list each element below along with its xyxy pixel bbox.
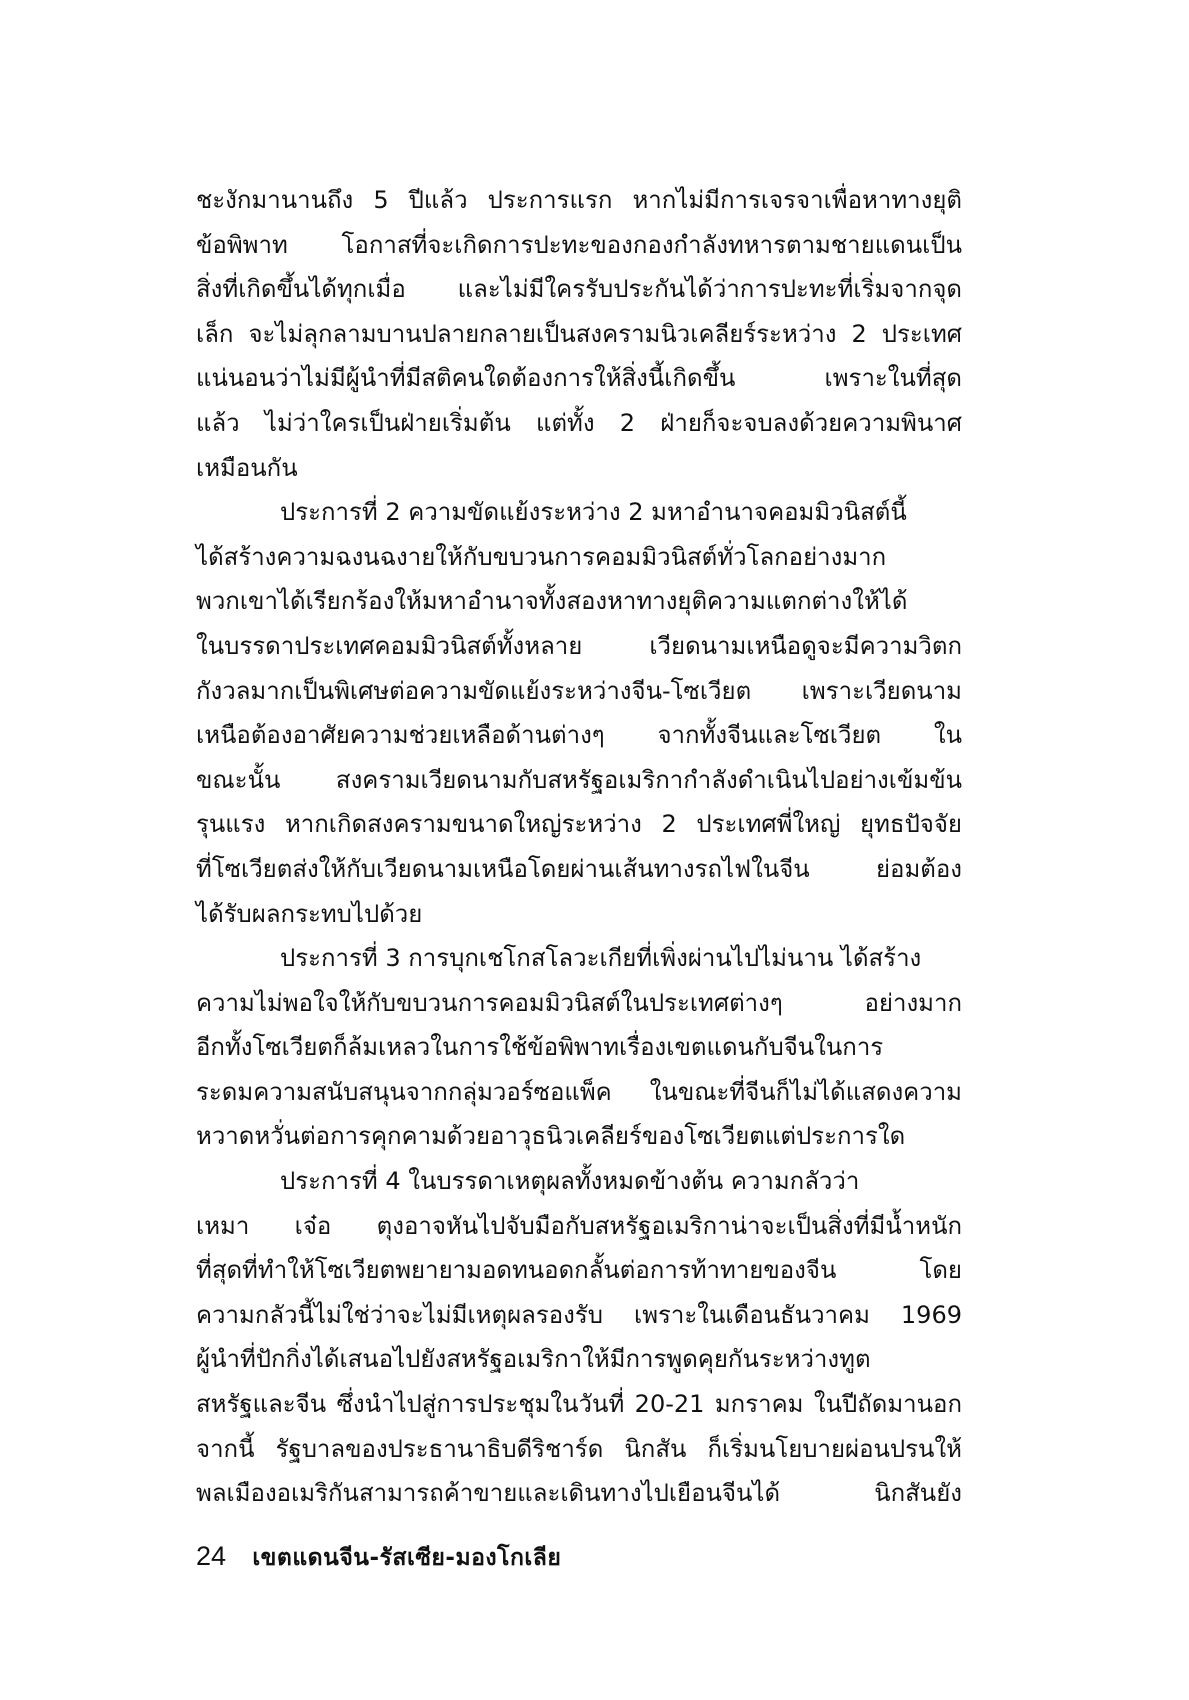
text-line: ประการที่ 4 ในบรรดาเหตุผลทั้งหมดข้างต้น ความกลัวว่า bbox=[280, 1167, 860, 1196]
text-line: แล้ว ไม่ว่าใครเป็นฝ่ายเริ่มต้น แต่ทั้ง 2 ฝ่ายก็จะจบลงด้วยความพินาศ bbox=[196, 408, 962, 437]
book-title: เขตแดนจีน-รัสเซีย-มองโกเลีย bbox=[252, 1545, 562, 1571]
text-line: ระดมความสนับสนุนจากกลุ่มวอร์ซอแพ็ค ในขณะที่จีนก็ไม่ได้แสดงความ bbox=[196, 1077, 962, 1106]
text-line: ได้สร้างความฉงนฉงายให้กับขบวนการคอมมิวนิสต์ทั่วโลกอย่างมาก bbox=[196, 542, 887, 571]
text-line: ขณะนั้น สงครามเวียดนามกับสหรัฐอเมริกากำลังดำเนินไปอย่างเข้มข้น bbox=[196, 765, 962, 794]
text-line: เหมือนกัน bbox=[196, 453, 298, 482]
text-line: พวกเขาได้เรียกร้องให้มหาอำนาจทั้งสองหาทางยุติความแตกต่างให้ได้ bbox=[196, 587, 908, 616]
text-line: เล็ก จะไม่ลุกลามบานปลายกลายเป็นสงครามนิวเคลียร์ระหว่าง 2 ประเทศ bbox=[196, 319, 962, 348]
text-line: ในบรรดาประเทศคอมมิวนิสต์ทั้งหลาย เวียดนามเหนือดูจะมีความวิตก bbox=[196, 631, 962, 660]
text-line: พลเมืองอเมริกันสามารถค้าขายและเดินทางไปเยือนจีนได้ นิกสันยัง bbox=[196, 1479, 962, 1508]
text-line: อีกทั้งโซเวียตก็ล้มเหลวในการใช้ข้อพิพาทเรื่องเขตแดนกับจีนในการ bbox=[196, 1033, 884, 1062]
text-line: แน่นอนว่าไม่มีผู้นำที่มีสติคนใดต้องการให้สิ่งนี้เกิดขึ้น เพราะในที่สุด bbox=[196, 364, 962, 393]
text-line: หวาดหวั่นต่อการคุกคามด้วยอาวุธนิวเคลียร์ของโซเวียตแต่ประการใด bbox=[196, 1122, 906, 1151]
text-line: ผู้นำที่ปักกิ่งได้เสนอไปยังสหรัฐอเมริกาให้มีการพูดคุยกันระหว่างทูต bbox=[196, 1345, 871, 1374]
text-line: ข้อพิพาท โอกาสที่จะเกิดการปะทะของกองกำลังทหารตามชายแดนเป็น bbox=[196, 230, 962, 259]
page-number: 24 bbox=[196, 1541, 227, 1571]
text-line: ประการที่ 3 การบุกเชโกสโลวะเกียที่เพิ่งผ่านไปไม่นาน ได้สร้าง bbox=[280, 944, 922, 973]
text-line: จากนี้ รัฐบาลของประธานาธิบดีริชาร์ด นิกสัน ก็เริ่มนโยบายผ่อนปรนให้ bbox=[196, 1434, 962, 1463]
text-line: กังวลมากเป็นพิเศษต่อความขัดแย้งระหว่างจีน-โซเวียต เพราะเวียดนาม bbox=[196, 676, 962, 705]
text-line: ประการที่ 2 ความขัดแย้งระหว่าง 2 มหาอำนาจคอมมิวนิสต์นี้ bbox=[280, 498, 907, 527]
text-line: ความไม่พอใจให้กับขบวนการคอมมิวนิสต์ในประเทศต่างๆ อย่างมาก bbox=[196, 988, 962, 1017]
text-line: ชะงักมานานถึง 5 ปีแล้ว ประการแรก หากไม่มีการเจรจาเพื่อหาทางยุติ bbox=[196, 186, 962, 214]
page-footer bbox=[196, 1534, 561, 1578]
text-line: สิ่งที่เกิดขึ้นได้ทุกเมื่อ และไม่มีใครรับประกันได้ว่าการปะทะที่เริ่มจากจุด bbox=[196, 275, 962, 304]
body-text bbox=[196, 178, 962, 1516]
text-line: ความกลัวนี้ไม่ใช่ว่าจะไม่มีเหตุผลรองรับ เพราะในเดือนธันวาคม 1969 bbox=[196, 1300, 962, 1329]
text-line: ที่โซเวียตส่งให้กับเวียดนามเหนือโดยผ่านเส้นทางรถไฟในจีน ย่อมต้อง bbox=[196, 854, 962, 883]
text-line: เหนือต้องอาศัยความช่วยเหลือด้านต่างๆ จากทั้งจีนและโซเวียต ใน bbox=[196, 721, 962, 750]
text-line: เหมา เจ๋อ ตุงอาจหันไปจับมือกับสหรัฐอเมริกาน่าจะเป็นสิ่งที่มีน้ำหนัก bbox=[196, 1211, 962, 1240]
text-line: รุนแรง หากเกิดสงครามขนาดใหญ่ระหว่าง 2 ประเทศพี่ใหญ่ ยุทธปัจจัย bbox=[196, 810, 962, 839]
text-line: สหรัฐและจีน ซึ่งนำไปสู่การประชุมในวันที่ 20-21 มกราคม ในปีถัดมานอก bbox=[196, 1390, 962, 1419]
text-line: ที่สุดที่ทำให้โซเวียตพยายามอดทนอดกลั้นต่อการท้าทายของจีน โดย bbox=[196, 1256, 962, 1285]
text-line: ได้รับผลกระทบไปด้วย bbox=[196, 899, 423, 928]
